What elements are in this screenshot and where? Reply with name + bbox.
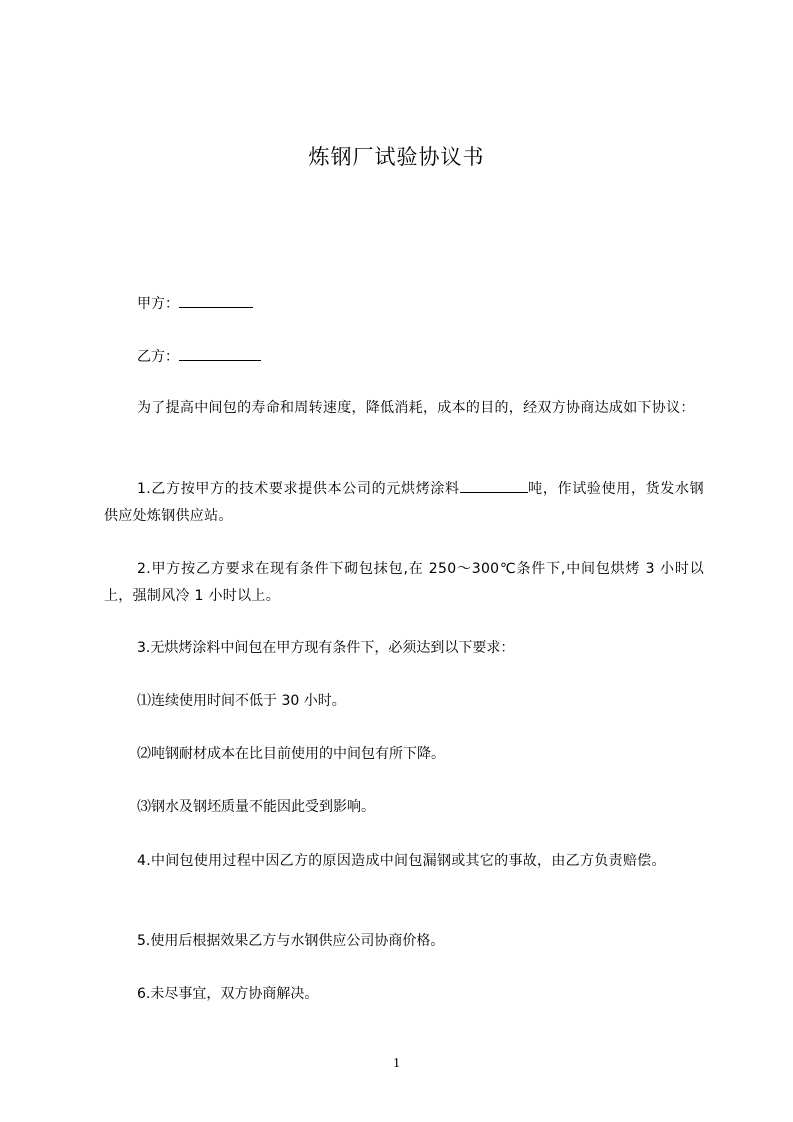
party-b-line	[137, 346, 261, 366]
clause-4: 4.中间包使用过程中因乙方的原因造成中间包漏钢或其它的事故，由乙方负责赔偿。	[137, 853, 666, 869]
party-b-label: 乙方：	[137, 349, 179, 365]
clause-1	[104, 476, 704, 530]
intro-paragraph: 为了提高中间包的寿命和周转速度，降低消耗，成本的目的，经双方协商达成如下协议：	[137, 400, 695, 416]
clause-1-text-a: 1.乙方按甲方的技术要求提供本公司的元烘烤涂料	[137, 481, 460, 497]
party-b-blank	[179, 346, 261, 361]
requirement-1: ⑴连续使用时间不低于 30 小时。	[137, 693, 346, 709]
party-a-line	[137, 293, 253, 313]
page-number: 1	[393, 1056, 400, 1071]
party-a-blank	[179, 293, 253, 308]
clause-2: 2.甲方按乙方要求在现有条件下砌包抹包,在 250～300℃条件下,中间包烘烤 3 小时以上，强制风冷 1 小时以上。	[104, 561, 704, 604]
clause-1-text-b: 吨，作试验使用，货发水钢供应处炼钢供应站。	[104, 481, 704, 524]
clause-6: 6.未尽事宜，双方协商解决。	[137, 986, 319, 1002]
clause-1-blank	[460, 478, 528, 493]
clause-5: 5.使用后根据效果乙方与水钢供应公司协商价格。	[137, 933, 445, 949]
requirement-3: ⑶钢水及钢坯质量不能因此受到影响。	[137, 799, 375, 815]
document-title: 炼钢厂试验协议书	[308, 145, 485, 169]
clause-3: 3.无烘烤涂料中间包在甲方现有条件下，必须达到以下要求：	[137, 640, 515, 656]
party-a-label: 甲方：	[137, 296, 179, 312]
requirement-2: ⑵吨钢耐材成本在比目前使用的中间包有所下降。	[137, 746, 445, 762]
